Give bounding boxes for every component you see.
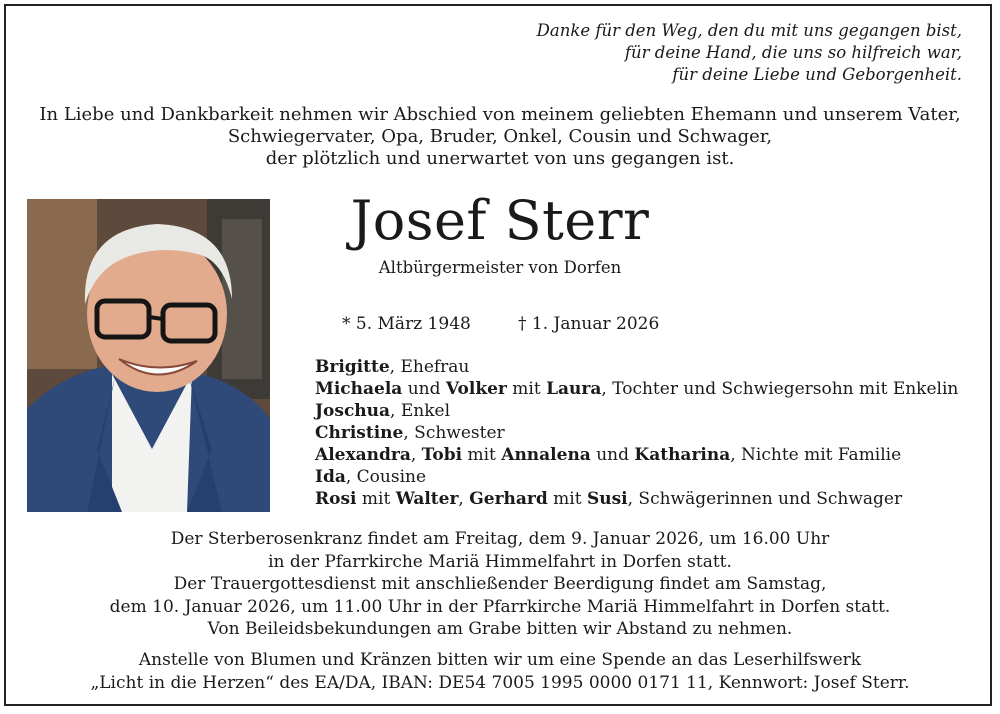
mourner-relation: und bbox=[402, 379, 446, 399]
mourner-line bbox=[315, 378, 958, 400]
mourner-relation: , Ehefrau bbox=[389, 357, 470, 377]
donation-line: Anstelle von Blumen und Kränzen bitten wir um eine Spende an das Leserhilfswerk bbox=[138, 650, 862, 670]
verse-line: für deine Liebe und Geborgenheit. bbox=[672, 65, 962, 84]
mourner-name: Gerhard bbox=[469, 489, 548, 509]
mourner-relation: , bbox=[410, 445, 422, 465]
verse-line: für deine Hand, die uns so hilfreich war, bbox=[624, 43, 962, 62]
deceased-name: Josef Sterr bbox=[350, 189, 650, 252]
mourner-relation: und bbox=[590, 445, 635, 465]
mourner-line bbox=[315, 444, 958, 466]
mourner-name: Alexandra bbox=[315, 445, 411, 465]
mourner-name: Tobi bbox=[421, 445, 463, 465]
mourner-name: Susi bbox=[586, 489, 628, 509]
mourner-relation: , Cousine bbox=[345, 467, 427, 487]
mourner-line bbox=[315, 356, 958, 378]
mourner-relation: , Tochter und Schwiegersohn mit Enkelin bbox=[601, 379, 959, 399]
mourner-relation: , Nichte mit Familie bbox=[730, 445, 902, 465]
mourner-relation: , Schwester bbox=[403, 423, 505, 443]
memorial-verse bbox=[442, 20, 962, 86]
mourner-relation: mit bbox=[462, 445, 502, 465]
mourner-relation: , Enkel bbox=[390, 401, 451, 421]
intro-line: Schwiegervater, Opa, Bruder, Onkel, Cousin und Schwager, bbox=[227, 126, 773, 147]
notice-line: dem 10. Januar 2026, um 11.00 Uhr in der Pfarrkirche Mariä Himmelfahrt in Dorfen statt. bbox=[109, 596, 891, 617]
mourner-line bbox=[315, 466, 958, 488]
mourner-relation: , Schwägerinnen und Schwager bbox=[627, 489, 903, 509]
mourner-line bbox=[315, 400, 958, 422]
mourner-name: Christine bbox=[315, 423, 404, 443]
donation-notice bbox=[20, 649, 980, 694]
mourner-name: Walter bbox=[395, 489, 459, 509]
notice-line: in der Pfarrkirche Mariä Himmelfahrt in Dorfen statt. bbox=[268, 551, 732, 572]
notice-line: Der Sterberosenkranz findet am Freitag, dem 9. Januar 2026, um 16.00 Uhr bbox=[170, 529, 830, 549]
verse-line: Danke für den Weg, den du mit uns gegangen bist, bbox=[536, 21, 962, 40]
intro-line: der plötzlich und unerwartet von uns gegangen ist. bbox=[265, 148, 735, 169]
mourner-name: Annalena bbox=[501, 445, 591, 465]
mourner-name: Volker bbox=[445, 379, 507, 399]
mourner-relation: mit bbox=[506, 379, 547, 399]
service-notice bbox=[20, 528, 980, 641]
mourner-name: Rosi bbox=[315, 489, 357, 509]
notice-line: Von Beileidsbekundungen am Grabe bitten wir Abstand zu nehmen. bbox=[207, 619, 793, 639]
mourner-line bbox=[315, 422, 958, 444]
mourner-name: Michaela bbox=[315, 379, 403, 399]
mourner-relation: , bbox=[458, 489, 470, 509]
mourner-relation: mit bbox=[356, 489, 396, 509]
mourner-name: Joschua bbox=[315, 401, 391, 421]
mourner-name: Laura bbox=[546, 379, 602, 399]
intro-line: In Liebe und Dankbarkeit nehmen wir Abschied von meinem geliebten Ehemann und unserem Vater, bbox=[39, 104, 961, 125]
mourner-line bbox=[315, 488, 958, 510]
mourner-name: Brigitte bbox=[315, 357, 390, 377]
mourners-list bbox=[315, 356, 958, 510]
mourner-relation: mit bbox=[547, 489, 587, 509]
death-date: † 1. Januar 2026 bbox=[518, 314, 660, 334]
mourner-name: Katharina bbox=[634, 445, 731, 465]
mourner-name: Ida bbox=[315, 467, 346, 487]
notice-line: Der Trauergottesdienst mit anschließender Beerdigung findet am Samstag, bbox=[173, 574, 827, 594]
intro-text bbox=[20, 104, 980, 170]
deceased-title: Altbürgermeister von Dorfen bbox=[378, 258, 622, 277]
birth-date: * 5. März 1948 bbox=[342, 314, 471, 334]
donation-line: „Licht in die Herzen“ des EA/DA, IBAN: DE54 7005 1995 0000 0171 11, Kennwort: Josef Sterr. bbox=[90, 672, 910, 693]
portrait-photo bbox=[27, 199, 270, 512]
